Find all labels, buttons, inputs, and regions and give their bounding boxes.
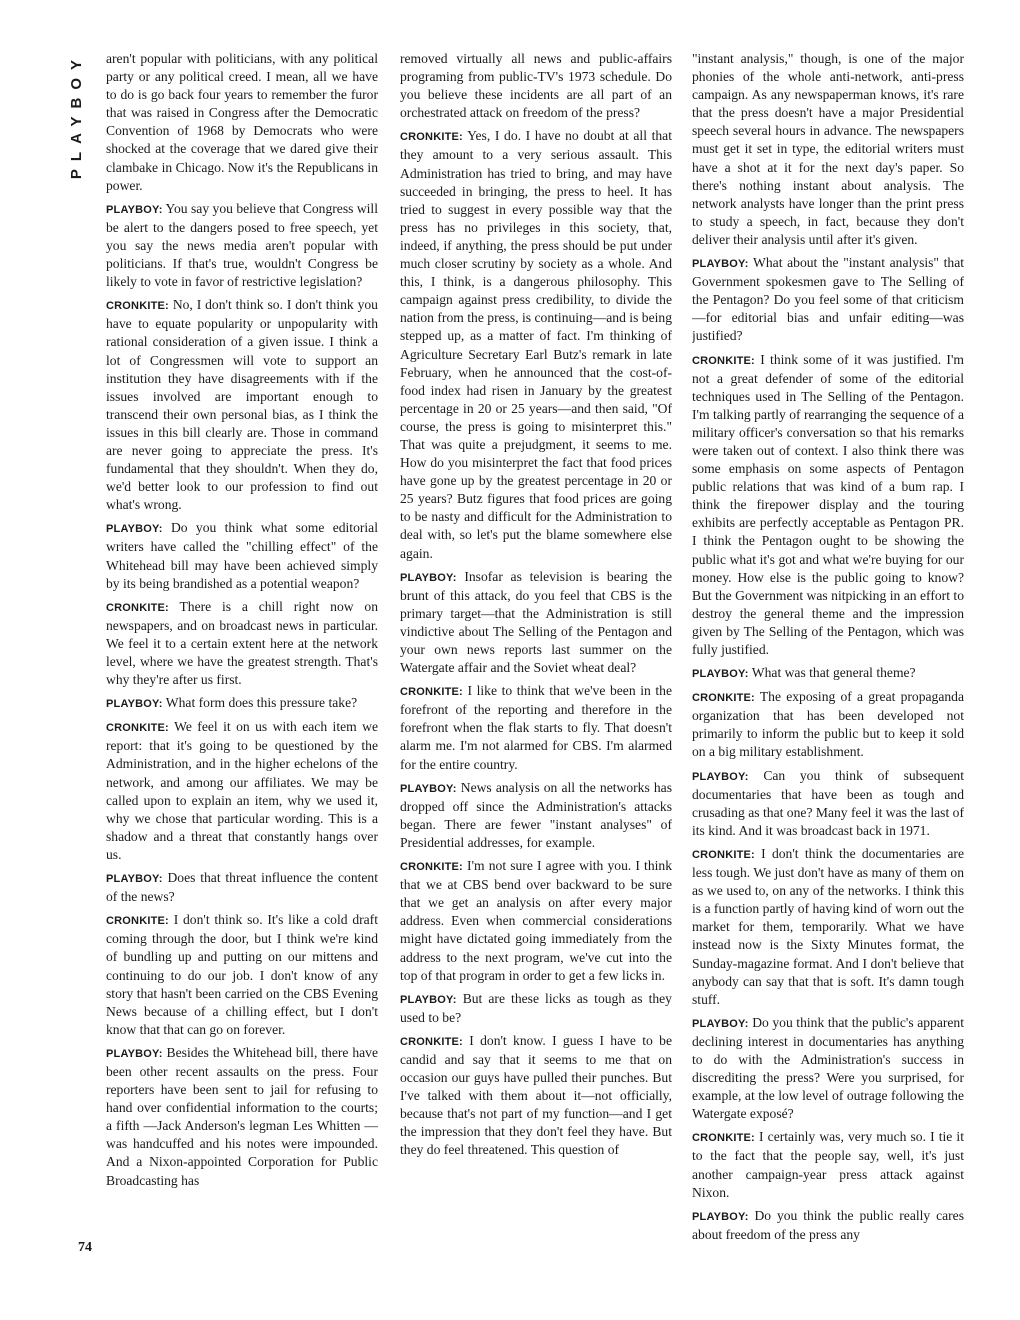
interview-paragraph (692, 351, 964, 660)
interview-paragraph (400, 127, 672, 562)
paragraph-text: I don't think the documentaries are less tough. We just don't have as many of them on as we used to, on any of the networks. I think this is a function partly of having kind of worn out the market for them, temporarily. What we have instead now is the Sixty Minutes format, the Sunday-magazine format. And I don't believe that anybody can say that that is soft. It's damn tough stuff. (692, 845, 964, 1007)
interview-paragraph (106, 869, 378, 906)
paragraph-text: There is a chill right now on newspapers, and on broadcast news in particular. We feel it to a certain extent here at the network level, where we have the greatest strength. That's why they're after us first. (106, 598, 378, 688)
interview-paragraph (692, 688, 964, 761)
interview-paragraph (692, 254, 964, 345)
paragraph-text: Do you think that the public's apparent declining interest in documentaries has anything to do with the Administration's success in discrediting the press? Were you surprised, for example, at the low level of outrage following the Watergate exposé? (692, 1014, 964, 1122)
speaker-label: PLAYBOY: (106, 203, 163, 216)
paragraph-text: News analysis on all the networks has dropped off since the Administration's attacks began. There are fewer "instant analyses" of Presidential addresses, for example. (400, 779, 672, 850)
paragraph-text: Does that threat influence the content of the news? (106, 870, 378, 905)
paragraph-text: "instant analysis," though, is one of the major phonies of the whole anti-network, anti-press campaign. As any newspaperman knows, it's rare that the press doesn't have a major Presidential speech several hours in advance. The newspapers must get it set in type, the editorial writers must have a shot at it for the next day's paper. So there's nothing instant about analysis. The network analysts have longer than the print press to study a speech, in fact, because they don't deliver their analysis until after it's given. (692, 51, 964, 247)
speaker-label: CRONKITE: (106, 722, 169, 735)
speaker-label: CRONKITE: (106, 915, 169, 928)
interview-paragraph (400, 1032, 672, 1160)
speaker-label: PLAYBOY: (692, 1210, 749, 1223)
interview-paragraph (106, 1044, 378, 1190)
speaker-label: PLAYBOY: (400, 782, 457, 795)
speaker-label: PLAYBOY: (692, 770, 749, 783)
paragraph-text: Insofar as television is bearing the brunt of this attack, do you feel that CBS is the primary target—that the Administration is still vindictive about The Selling of the Pentagon and your own news reports last summer on the Watergate affair and the Soviet wheat deal? (400, 568, 672, 676)
interview-paragraph (106, 598, 378, 689)
speaker-label: PLAYBOY: (106, 1047, 163, 1060)
interview-paragraph (692, 767, 964, 840)
paragraph-text: I think some of it was justified. I'm not a great defender of some of the editorial techniques used in The Selling of the Pentagon. I'm talking partly of rearranging the sequence of a military officer's conversation so that his remarks were taken out of context. I also think there was some emphasis on some aspects of Pentagon public relations that was kind of a bum rap. I think the firepower display and the touring exhibits are perfectly acceptable as Pentagon PR. I think the Pentagon ought to be showing the public what it's got and what we're buying for our money. How else is the public going to know? But the Government was nitpicking in an effort to destroy the general theme and the impression given by The Selling of the Pentagon, which was fully justified. (692, 351, 964, 657)
speaker-label: PLAYBOY: (400, 993, 457, 1006)
text-column-2 (400, 50, 672, 1270)
interview-paragraph (106, 911, 378, 1039)
paragraph-text: I like to think that we've been in the forefront of the reporting and therefore in the forefront when the flak starts to fly. That doesn't alarm me. I'm not alarmed for CBS. I'm alarmed for the entire country. (400, 683, 672, 772)
interview-paragraph (692, 50, 964, 249)
masthead-text: PLAYBOY (68, 51, 86, 179)
paragraph-text: I certainly was, very much so. I tie it to the fact that the people say, well, it's just another campaign-year press attack against Nixon. (692, 1129, 964, 1200)
interview-paragraph (400, 990, 672, 1027)
speaker-label: CRONKITE: (400, 861, 463, 874)
speaker-label: CRONKITE: (106, 601, 169, 614)
interview-paragraph (106, 694, 378, 713)
speaker-label: CRONKITE: (400, 686, 463, 699)
interview-paragraph (400, 857, 672, 985)
text-column-3 (692, 50, 964, 1270)
text-column-1 (106, 50, 378, 1270)
interview-paragraph (692, 845, 964, 1009)
speaker-label: PLAYBOY: (400, 571, 457, 584)
page-number: 74 (78, 1240, 92, 1255)
interview-paragraph (692, 1128, 964, 1201)
paragraph-text: You say you believe that Congress will be alert to the dangers posed to free speech, yet you say the news media aren't popular with politicians. If that's true, wouldn't Congress be likely to vote in favor of restrictive legislation? (106, 200, 378, 290)
interview-paragraph (692, 1207, 964, 1244)
paragraph-text: I don't know. I guess I have to be candid and say that it seems to me that on occasion our guys have pulled their punches. But I've talked with them about it—not officially, because that's not part of my function—and I get the impression that they don't feel they have. But they do feel threatened. This question of (400, 1032, 672, 1158)
paragraph-text: I'm not sure I agree with you. I think that we at CBS bend over backward to be sure that we get an analysis on after every major address. Even when commercial considerations might have dictated going immediately from the address to the next program, we've cut into the top of that program in order to get a few licks in. (400, 858, 672, 983)
speaker-label: PLAYBOY: (106, 523, 163, 536)
speaker-label: CRONKITE: (106, 300, 169, 313)
speaker-label: CRONKITE: (692, 354, 755, 367)
paragraph-text: Can you think of subsequent documentaries that have been as tough and crusading as that one? Many feel it was the last of its kind. And it was broadcast back in 1971. (692, 767, 964, 838)
paragraph-text: removed virtually all news and public-affairs programing from public-TV's 1973 schedule. Do you believe these incidents are all part of an orchestrated attack on freedom of the press? (400, 51, 672, 121)
interview-paragraph (106, 296, 378, 514)
interview-paragraph (106, 519, 378, 592)
interview-paragraph (400, 682, 672, 773)
speaker-label: CRONKITE: (400, 131, 463, 144)
magazine-masthead (62, 40, 92, 190)
interview-paragraph (692, 664, 964, 683)
interview-paragraph (400, 568, 672, 678)
speaker-label: PLAYBOY: (106, 873, 163, 886)
interview-paragraph (400, 779, 672, 852)
paragraph-text: I don't think so. It's like a cold draft coming through the door, but I think we're kind of bundling up and putting on our mittens and continuing to do our job. I don't know of any story that hasn't been carried on the CBS Evening News because of a chilling effect, but I don't know that that can go on forever. (106, 912, 378, 1037)
paragraph-text: Besides the Whitehead bill, there have been other recent assaults on the press. Four reporters have been sent to jail for refusing to hand over confidential information to the courts; a fifth —Jack Anderson's legman Les Whitten —was handcuffed and his notes were impounded. And a Nixon-appointed Corporation for Public Broadcasting has (106, 1044, 378, 1188)
paragraph-text: We feel it on us with each item we report: that it's going to be questioned by the Administration, and in the higher echelons of the network, and among our affiliates. We may be called upon to explain an item, why we used it, why we chose that particular wording. This is a shadow and a threat that constantly hangs over us. (106, 719, 378, 862)
paragraph-text: No, I don't think so. I don't think you have to equate popularity or unpopularity with rational consideration of a given issue. I think a lot of Congressmen will vote to support an institution they have disagreements with if the issues involved are important enough to transcend their own personal bias, as I think the issues in this bill clearly are. Those in command are never going to appreciate the press. It's fundamental that they shouldn't. When they do, we'd better look to our profession to find out what's wrong. (106, 297, 378, 513)
interview-paragraph (692, 1014, 964, 1124)
paragraph-text: The exposing of a great propaganda organization that has been developed not primarily to inform the public but to keep it sold on a big military establishment. (692, 689, 964, 760)
speaker-label: CRONKITE: (692, 1132, 755, 1145)
speaker-label: CRONKITE: (692, 692, 755, 705)
paragraph-text: But are these licks as tough as they used to be? (400, 990, 672, 1025)
paragraph-text: Do you think what some editorial writers have called the "chilling effect" of the Whitehead bill may have been achieved simply by its being brandished as a potential weapon? (106, 520, 378, 591)
paragraph-text: Yes, I do. I have no doubt at all that they amount to a very serious assault. This Administration has tried to bring, and may have succeeded in bringing, the press to heel. It has tried to suggest in every possible way that the press has no privileges in this society, that, indeed, if anything, the press should be put under much closer scrutiny by society as a whole. And this, I think, is a dangerous philosophy. This campaign against press credibility, to divide the nation from the press, is continuing—and is being stepped up, as a matter of fact. I'm thinking of Agriculture Secretary Earl Butz's remark in late February, when he announced that the cost-of-food index had risen in January by the greatest percentage in 20 or 25 years—and then said, "Of course, the press is going to misinterpret this." That was quite a prejudgment, it seems to me. How do you misinterpret the fact that food prices have gone up by the greatest percentage in 20 or 25 years? Butz figures that food prices are going to be nasty and difficult for the Administration to deal with, so let's put the blame somewhere else again. (400, 128, 672, 561)
paragraph-text: What form does this pressure take? (165, 695, 358, 711)
speaker-label: PLAYBOY: (692, 258, 749, 271)
interview-paragraph (400, 50, 672, 122)
speaker-label: PLAYBOY: (106, 698, 163, 711)
speaker-label: CRONKITE: (400, 1035, 463, 1048)
interview-paragraph (106, 718, 378, 864)
paragraph-text: Do you think the public really cares about freedom of the press any (692, 1207, 964, 1242)
speaker-label: PLAYBOY: (692, 668, 749, 681)
interview-paragraph (106, 50, 378, 195)
speaker-label: CRONKITE: (692, 848, 755, 861)
paragraph-text: What was that general theme? (751, 665, 916, 681)
paragraph-text: aren't popular with politicians, with any political party or any political creed. I mean, all we have to do is go back four years to remember the furor that was raised in Congress after the Democratic Convention of 1968 by Democrats who were shocked at the coverage that we dared give their clambake in Chicago. Now it's the Republicans in power. (106, 51, 378, 193)
speaker-label: PLAYBOY: (692, 1017, 749, 1030)
interview-paragraph (106, 200, 378, 291)
paragraph-text: What about the "instant analysis" that Government spokesmen gave to The Selling of the Pentagon? Do you feel some of that criticism—for editorial bias and unfair editing—was justified? (692, 255, 964, 344)
